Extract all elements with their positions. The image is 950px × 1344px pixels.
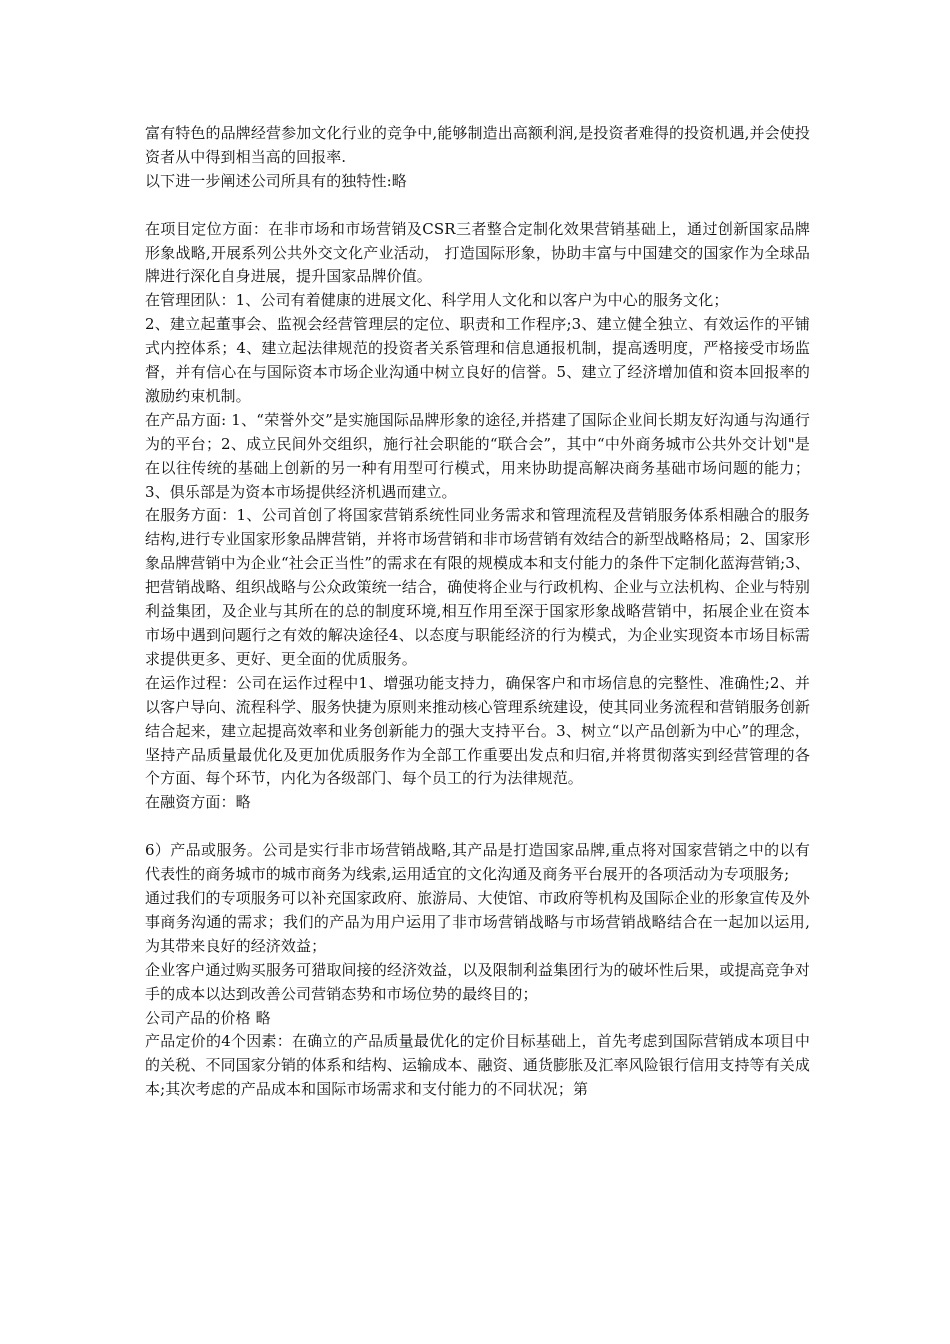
paragraph-management-team: 在管理团队：1、公司有着健康的进展文化、科学用人文化和以客户为中心的服务文化； bbox=[145, 291, 729, 310]
paragraph-intro: 富有特色的品牌经营参加文化行业的竞争中,能够制造出高额利润,是投资者难得的投资机遇,并会使投资者从中得到相当高的回报率. bbox=[145, 124, 810, 166]
paragraph-uniqueness: 以下进一步阐述公司所具有的独特性:略 bbox=[145, 171, 407, 190]
paragraph-operations: 在运作过程：公司在运作过程中1、增强功能支持力，确保客户和市场信息的完整性、准确性;2、并以客户导向、流程科学、服务快捷为原则来推动核心管理系统建设，使其同业务流程和营销服务创新结合起来，建立起提高效率和业务创新能力的强大支持平台。3、树立“以产品创新为中心”的理念，坚持产品质量最优化及更加优质服务作为全部工作重要出发点和归宿,并将贯彻落实到经营管理的各个方面、每个环节，内化为各级部门、每个员工的行为法律规范。 bbox=[145, 673, 810, 788]
paragraph-financing: 在融资方面：略 bbox=[145, 793, 251, 812]
paragraph-product-or-service: 6）产品或服务。公司是实行非市场营销战略,其产品是打造国家品牌,重点将对国家营销之中的以有代表性的商务城市的城市商务为线索,运用适宜的文化沟通及商务平台展开的各项活动为专项服务; bbox=[145, 841, 810, 884]
paragraph-services: 在服务方面：1、公司首创了将国家营销系统性同业务需求和管理流程及营销服务体系相融合的服务结构,进行专业国家形象品牌营销，并将市场营销和非市场营销有效结合的新型战略格局；2、国家形象品牌营销中为企业“社会正当性”的需求在有限的规模成本和支付能力的条件下定制化蓝海营销;3、把营销战略、组织战略与公众政策统一结合，确使将企业与行政机构、企业与立法机构、企业与特别利益集团，及企业与其所在的总的制度环境,相互作用至深于国家形象战略营销中，拓展企业在资本市场中遇到问题行之有效的解决途径4、以态度与职能经济的行为模式，为企业实现资本市场目标需求提供更多、更好、更全面的优质服务。 bbox=[145, 506, 810, 668]
paragraph-special-services: 通过我们的专项服务可以补充国家政府、旅游局、大使馆、市政府等机构及国际企业的形象宣传及外事商务沟通的需求；我们的产品为用户运用了非市场营销战略与市场营销战略结合在一起加以运用,为其带来良好的经济效益； bbox=[145, 888, 810, 955]
paragraph-product-price: 公司产品的价格 略 bbox=[145, 1008, 271, 1027]
paragraph-project-positioning: 在项目定位方面：在非市场和市场营销及CSR三者整合定制化效果营销基础上，通过创新国家品牌形象战略,开展系列公共外交文化产业活动， 打造国际形象，协助丰富与中国建交的国家作为全球品牌进行深化自身进展，提升国家品牌价值。 bbox=[145, 219, 810, 286]
paragraph-pricing-factors: 产品定价的4个因素：在确立的产品质量最优化的定价目标基础上，首先考虑到国际营销成本项目中的关税、不同国家分销的体系和结构、运输成本、融资、通货膨胀及汇率风险银行信用支持等有关成本;其次考虑的产品成本和国际市场需求和支付能力的不同状况；第 bbox=[145, 1032, 810, 1099]
paragraph-management-details: 2、建立起董事会、监视会经营管理层的定位、职责和工作程序;3、建立健全独立、有效运作的平铺式内控体系；4、建立起法律规范的投资者关系管理和信息通报机制，提高透明度，严格接受市场监督，并有信心在与国际资本市场企业沟通中树立良好的信誉。5、建立了经济增加值和资本回报率的激励约束机制。 bbox=[145, 315, 810, 405]
paragraph-products: 在产品方面: 1、“荣誉外交”是实施国际品牌形象的途径,并搭建了国际企业间长期友好沟通与沟通行为的平台；2、成立民间外交组织，施行社会职能的“联合会”，其中“中外商务城市公共外交计划"是在以往传统的基础上创新的另一种有用型可行模式，用来协助提高解决商务基础市场问题的能力；3、俱乐部是为资本市场提供经济机遇而建立。 bbox=[145, 410, 810, 501]
blank-line bbox=[145, 194, 810, 218]
blank-line bbox=[145, 815, 810, 839]
paragraph-enterprise-clients: 企业客户通过购买服务可猎取间接的经济效益，以及限制利益集团行为的破坏性后果，或提高竞争对手的成本以达到改善公司营销态势和市场位势的最终目的； bbox=[145, 960, 810, 1003]
document-body bbox=[145, 122, 810, 1102]
